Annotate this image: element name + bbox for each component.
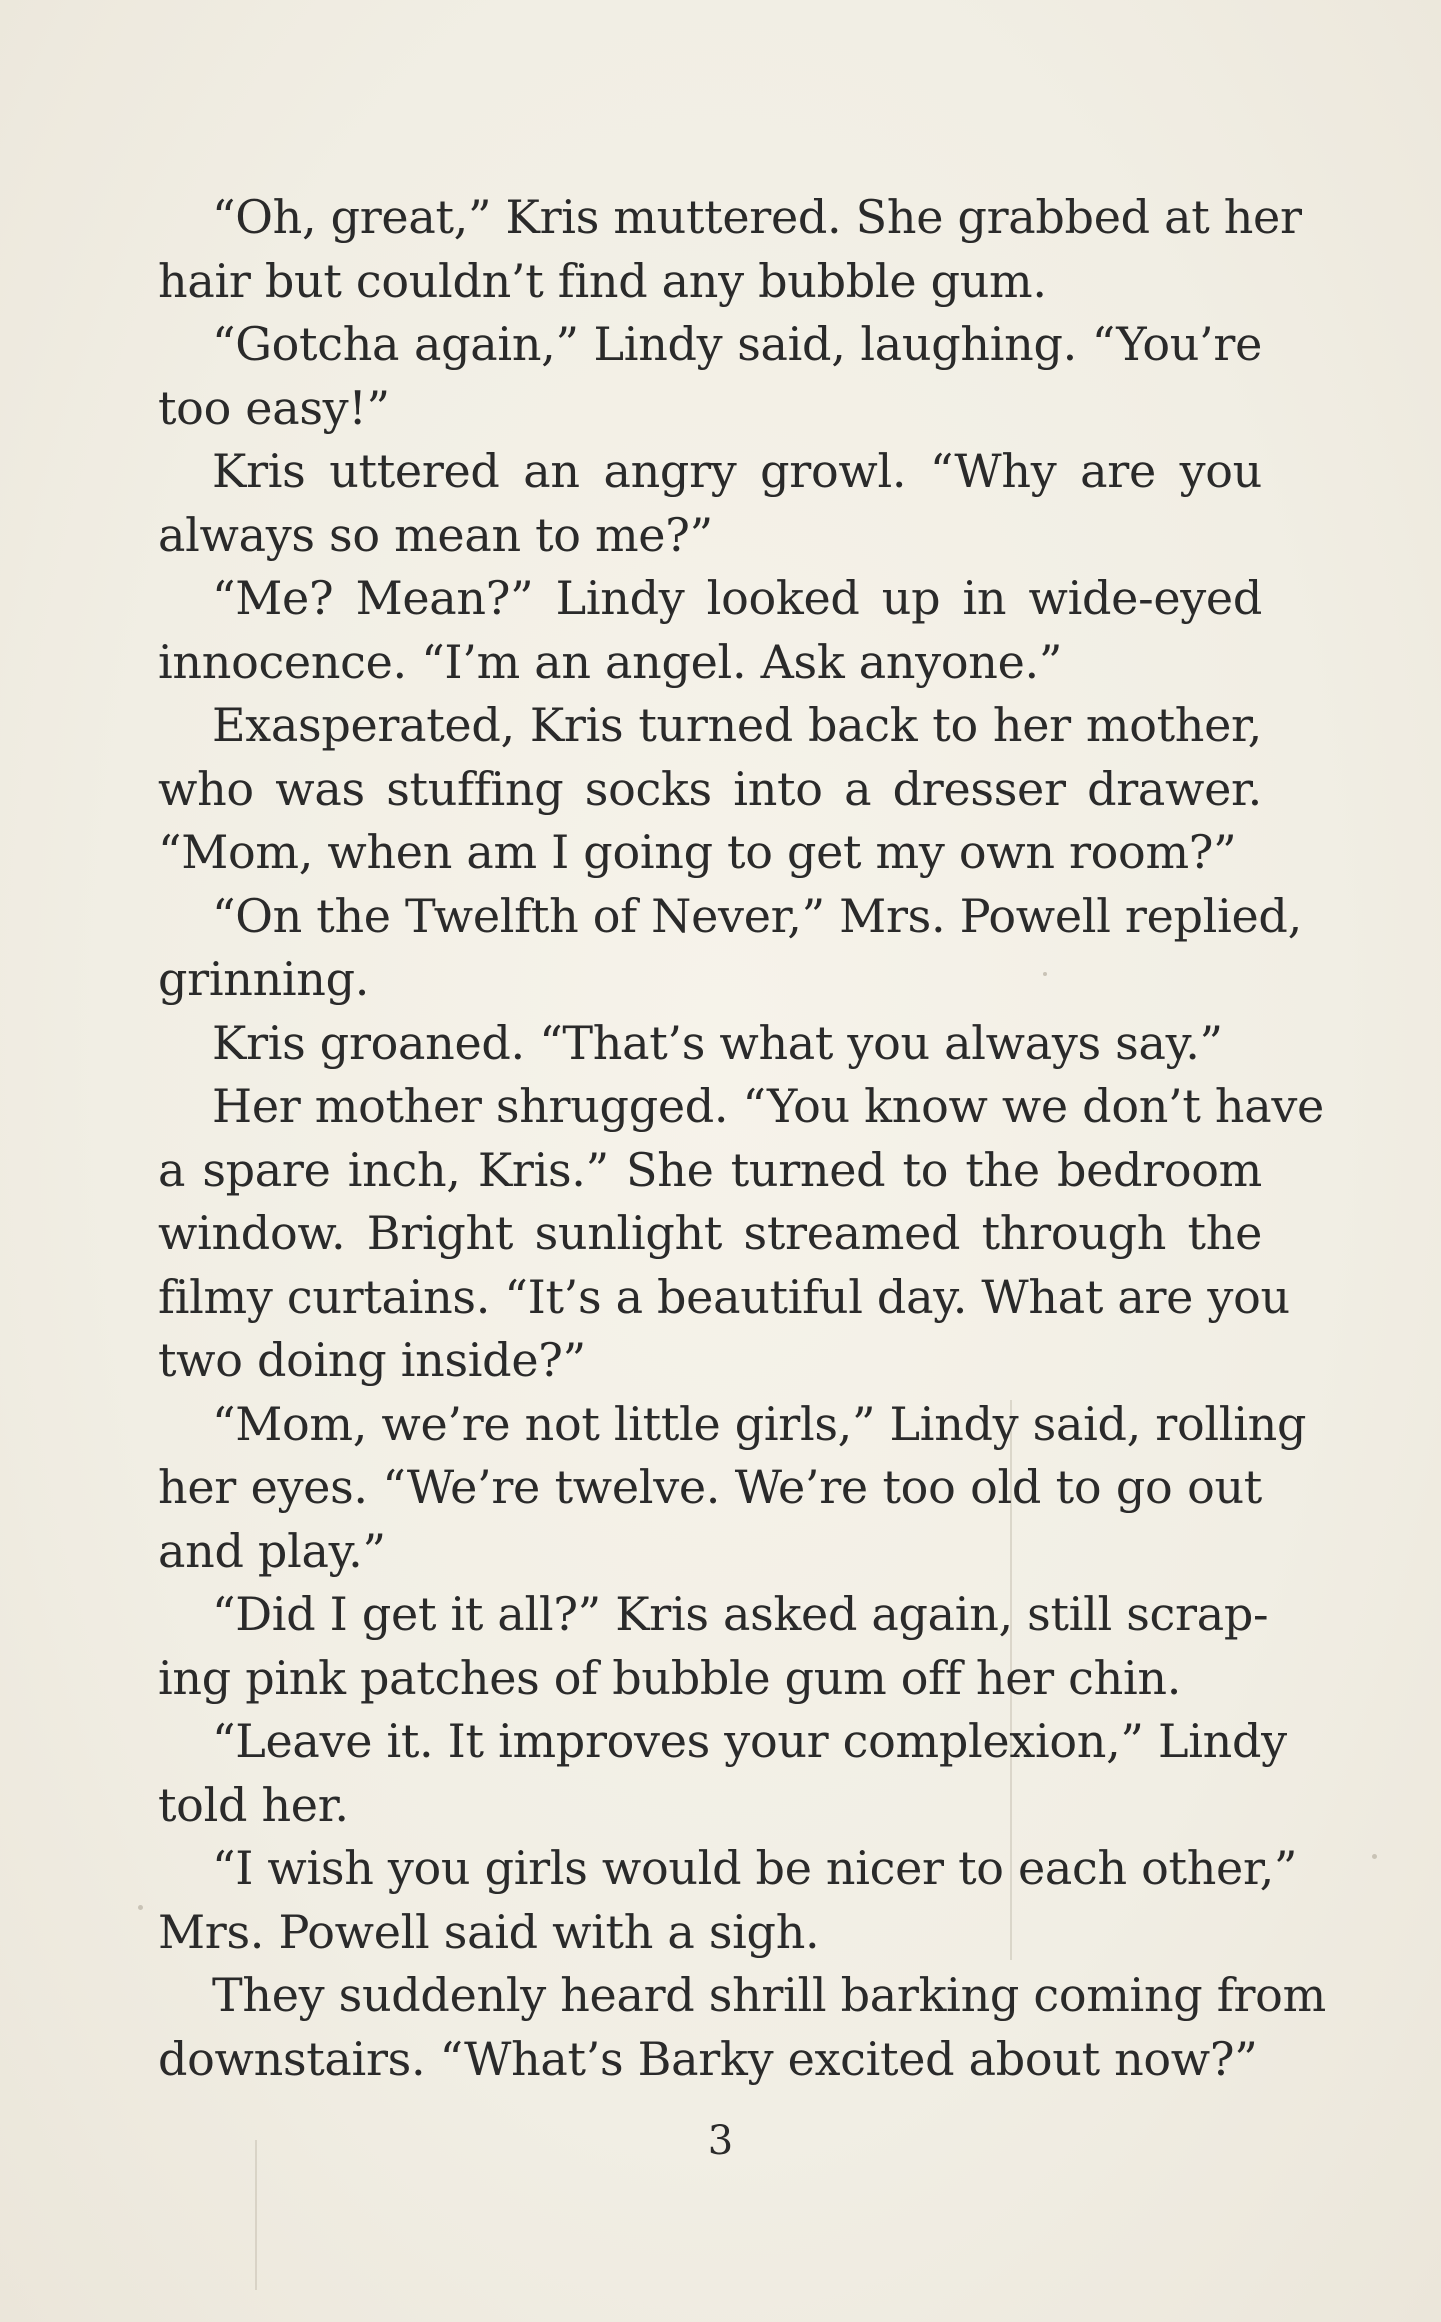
paper-speck	[138, 1905, 143, 1910]
text-line: her eyes. “We’re twelve. We’re too old to go out	[158, 1460, 1262, 1514]
body-text	[158, 186, 1326, 2091]
paragraph	[158, 440, 1262, 567]
text-line: “Me? Mean?” Lindy looked up in wide-eyed	[212, 571, 1262, 625]
text-line: filmy curtains. “It’s a beautiful day. What are you	[158, 1269, 1290, 1324]
text-line: always so mean to me?”	[158, 507, 713, 562]
text-line: They suddenly heard shrill barking coming from	[212, 1968, 1326, 2022]
text-line: two doing inside?”	[158, 1333, 586, 1387]
paragraph	[158, 1075, 1324, 1393]
paragraph	[158, 1837, 1298, 1964]
text-line: Mrs. Powell said with a sigh.	[158, 1904, 820, 1959]
text-line: hair but couldn’t find any bubble gum.	[158, 253, 1047, 308]
text-line: a spare inch, Kris.” She turned to the bedroom	[158, 1142, 1262, 1197]
text-line: grinning.	[158, 952, 370, 1006]
text-line: too easy!”	[158, 380, 390, 435]
text-line: who was stuffing socks into a dresser drawer.	[158, 761, 1262, 816]
text-line: “Mom, we’re not little girls,” Lindy said, rolling	[212, 1396, 1307, 1451]
text-line: Kris uttered an angry growl. “Why are you	[212, 444, 1262, 498]
text-line: ing pink patches of bubble gum off her chin.	[158, 1650, 1182, 1705]
text-line: “Did I get it all?” Kris asked again, still scrap-	[212, 1587, 1269, 1641]
page-number: 3	[707, 2118, 734, 2164]
paragraph	[158, 885, 1302, 1012]
text-line: “Mom, when am I going to get my own room?”	[158, 825, 1237, 879]
paragraph	[158, 567, 1262, 694]
text-line: Kris groaned. “That’s what you always say.”	[212, 1015, 1223, 1070]
text-line: told her.	[158, 1777, 349, 1832]
paragraph	[158, 1583, 1269, 1710]
text-line: Her mother shrugged. “You know we don’t have	[212, 1079, 1324, 1133]
paragraph	[158, 1964, 1326, 2091]
paragraph	[158, 1393, 1307, 1584]
text-line: “Leave it. It improves your complexion,” Lindy	[212, 1714, 1287, 1768]
text-line: Exasperated, Kris turned back to her mother,	[212, 698, 1262, 752]
paragraph	[158, 186, 1302, 313]
paragraph	[158, 1710, 1287, 1837]
text-line: window. Bright sunlight streamed through the	[158, 1206, 1262, 1260]
paragraph	[158, 1012, 1262, 1076]
text-line: “I wish you girls would be nicer to each other,”	[212, 1841, 1298, 1895]
text-line: and play.”	[158, 1523, 386, 1578]
text-line: “Gotcha again,” Lindy said, laughing. “You’re	[212, 317, 1262, 371]
paper-speck	[1372, 1854, 1377, 1859]
paragraph	[158, 313, 1262, 440]
text-line: “On the Twelfth of Never,” Mrs. Powell replied,	[212, 888, 1302, 943]
text-line: downstairs. “What’s Barky excited about now?”	[158, 2031, 1258, 2086]
text-line: innocence. “I’m an angel. Ask anyone.”	[158, 634, 1063, 689]
text-line: “Oh, great,” Kris muttered. She grabbed at her	[212, 190, 1302, 244]
paragraph	[158, 694, 1262, 885]
